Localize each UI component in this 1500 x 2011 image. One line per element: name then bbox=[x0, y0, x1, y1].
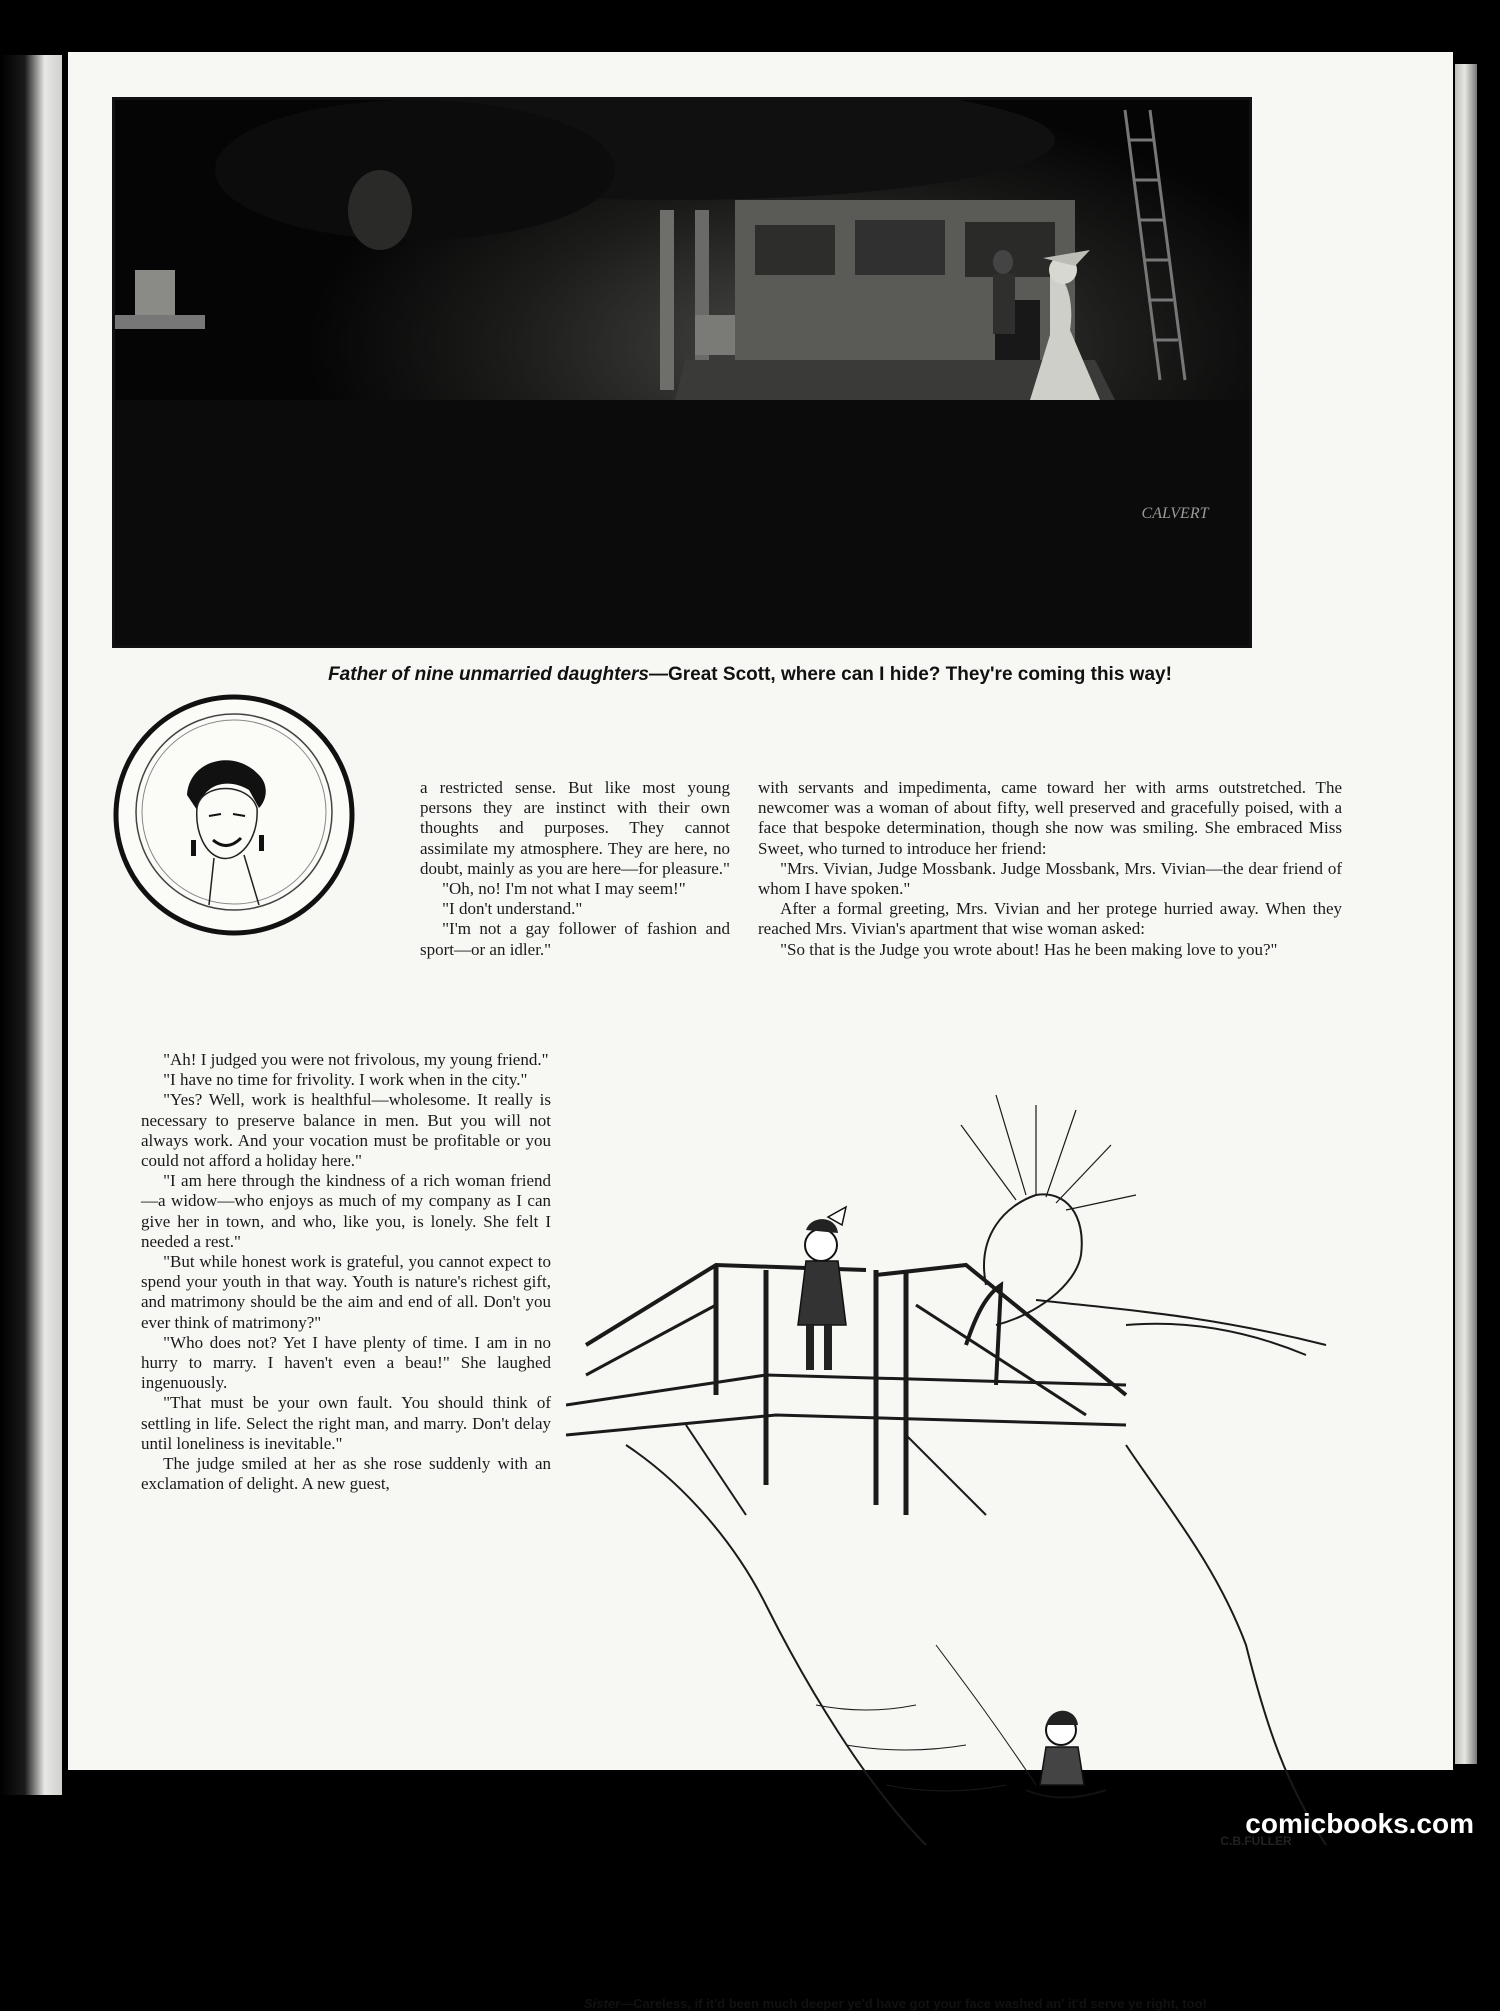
bottom-caption-speaker: Sister bbox=[584, 1996, 621, 2011]
text-column-b bbox=[758, 778, 1342, 960]
text-column-c bbox=[141, 1050, 551, 1494]
paragraph: "Mrs. Vivian, Judge Mossbank. Judge Mossbank, Mrs. Vivian—the dear friend of whom I have spoken." bbox=[758, 858, 1342, 899]
paragraph: "I don't understand." bbox=[442, 899, 583, 919]
paragraph: After a formal greeting, Mrs. Vivian and her protege hurried away. When they reached Mrs. Vivian's apartment that wise woman asked: bbox=[758, 899, 1342, 939]
left-page-edge bbox=[0, 55, 62, 1795]
paragraph: "Who does not? Yet I have plenty of time. I am in no hurry to marry. I haven't even a beau!" She laughed ingenuously. bbox=[141, 1332, 551, 1393]
paragraph: "So that is the Judge you wrote about! Has he been making love to you?" bbox=[780, 939, 1278, 959]
right-page-edge bbox=[1455, 64, 1477, 1764]
top-caption bbox=[0, 664, 1500, 686]
text-column-a bbox=[420, 778, 730, 960]
bottom-illustration-signature: C.B.FULLER bbox=[1220, 1834, 1292, 1848]
paragraph: "I have no time for frivolity. I work when in the city." bbox=[163, 1070, 528, 1090]
garden-night-illustration bbox=[112, 97, 1252, 648]
site-watermark: comicbooks.com bbox=[1245, 1808, 1474, 1839]
paragraph: a restricted sense. But like most young persons they are instinct with their own thoughts and purposes. They cannot assimilate my atmosphere. They are here, no doubt, mainly as you are here—for pleasure." bbox=[420, 778, 731, 878]
paragraph: "Ah! I judged you were not frivolous, my young friend." bbox=[163, 1050, 549, 1069]
paragraph: The judge smiled at her as she rose suddenly with an exclamation of delight. A new guest, bbox=[141, 1454, 551, 1494]
woman-portrait-drawing bbox=[109, 690, 359, 940]
top-caption-text: —Great Scott, where can I hide? They're coming this way! bbox=[649, 664, 1172, 685]
bottom-caption bbox=[584, 1996, 1207, 2011]
paragraph: "Yes? Well, work is healthful—wholesome. It really is necessary to preserve balance in men. But you will not always work. And your vocation must be profitable or you could not afford a holiday here." bbox=[141, 1090, 551, 1171]
top-illustration-signature: CALVERT bbox=[1141, 505, 1209, 522]
paragraph: "That must be your own fault. You should think of settling in life. Select the right man, and marry. Don't delay until loneliness is inevitable." bbox=[141, 1393, 551, 1453]
bridge-creek-drawing bbox=[566, 1085, 1336, 1985]
boy-figure bbox=[1026, 1711, 1106, 1798]
bridge-creek-illustration bbox=[566, 1085, 1336, 1985]
paragraph: "Oh, no! I'm not what I may seem!" bbox=[442, 879, 686, 899]
bottom-caption-text: —Careless, if it'd been much deeper ye'd have got your face washed an' it'd serve ye right, too! bbox=[620, 1996, 1207, 2011]
girl-figure bbox=[798, 1207, 846, 1370]
paragraph: "I am here through the kindness of a rich woman friend—a widow—who enjoys as much of my company as I can give her in town, and who, like you, is lonely. She felt I needed a rest." bbox=[141, 1171, 551, 1251]
paragraph: "I'm not a gay follower of fashion and sport—or an idler." bbox=[420, 919, 730, 959]
garden-night-drawing bbox=[115, 100, 1249, 645]
top-caption-speaker: Father of nine unmarried daughters bbox=[328, 664, 649, 685]
paragraph: with servants and impedimenta, came toward her with arms outstretched. The newcomer was a woman of about fifty, well preserved and gracefully poised, with a face that bespoke determination, though she now was smiling. She embraced Miss Sweet, who turned to introduce her friend: bbox=[758, 778, 1342, 858]
portrait-vignette bbox=[109, 690, 359, 940]
paragraph: "But while honest work is grateful, you cannot expect to spend your youth in that way. Youth is nature's richest gift, and matrimony should be the aim and end of all. Don't you ever think of matrimony?" bbox=[141, 1252, 551, 1332]
